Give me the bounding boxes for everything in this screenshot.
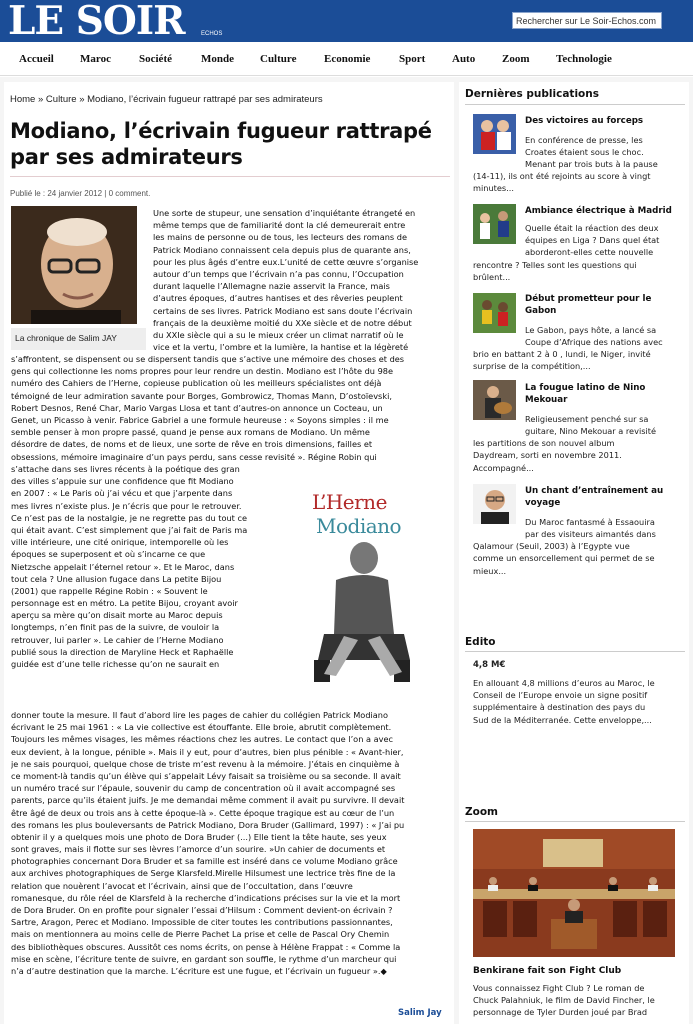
publication-excerpt: guitare, Nino Mekouar a revisité les partitions de son nouvel album Daydream, sorti en novembre 2011. Accompagné... <box>473 426 657 473</box>
edito-excerpt: En allouant 4,8 millions d’euros au Maroc, le Conseil de l’Europe envoie un signe positif supplémentaire à destination des pays du Sud de la Méditerranée. Cette enveloppe,... <box>473 678 655 725</box>
nav-item-societe[interactable]: Société <box>139 53 172 65</box>
book-cover-herne: L’Herne <box>312 490 387 514</box>
article-signature: Salim Jay <box>398 1008 442 1018</box>
author-portrait <box>11 206 137 324</box>
article-paragraph: donner toute la mesure. Il faut d’abord lire les pages de cahier du collégien Patrick Modiano écrivant le 25 mai 1961 : « La vie collective est étouffante. Elle broie, abrutit complètement. Toujours les mêmes visages, les mêmes réactions chez les autres. Le contact que l’on a avec eux devient, à la longue, pénible ». Mais il y eut, pour d’autres, bien plus pénible : « Avant-hier, je ne sais pourquoi, quelque chose de triste m’est revenu à la mémoire. J’étais en cinquième à ce moment-là tandis qu’un élève qui s’appelait Lévy faisait sa troisième ou sa seconde. Il avait un numéro tracé sur l’épaule, souvenir du camp de concentration où il avait accompagné ses parents, parce qu’ils étaient juifs. Je me demandai même comment il avait pu survivre. Il devait être âgé de deux ou trois ans à cette époque-là ». Cette époque tragique est au cœur de l’un des romans les plus bouleversants de Patrick Modiano, Dora Bruder (Gallimard, 1997) : « J’ai pu obtenir il y a quelques mois une photo de Dora Bruder (...) Elle tient la tête haute, ses yeux sont graves, mais il flotte sur ses lèvres l’amorce d’un sourire. »Un cahier de documents et photographies concernant Dora Bruder et sa famille est inséré dans ce volume Modiano grâce aux archives photographiques de Serge Klarsfeld.Mirelle Hilsumest une lectrice très fine de la relation que nouèrent l’avocat et l’écrivain, ainsi que de l’occultation, dans l’œuvre romanesque, du rôle réel de Klarsfeld à la recherche d’indications précises sur la vie et la mort de Dora Bruder. On en profite pour signaler l’essai d’Hilsum : Comment devient-on écrivain ? Sartre, Aragon, Perec et Modiano. Impossible de citer toutes les contributions passionnantes, mais on mentionnera au moins celle de Pierre Pachet La prise et celle de Pascal Ory Chemin des bibliothèques obscures. Aussitôt ces noms écrits, on pense à Hélène Frappat : « Comme la mise en scène, l’écriture tente de suivre, en gardant son souffle, le rythme d’un marcheur qui n’a d’autre destination que la marche. L’écriture est une fugue, et l’écrivain un fugueur ».◆ <box>11 710 405 976</box>
portrait-caption: La chronique de Salim JAY <box>11 328 146 350</box>
article-paragraph: s’attache dans ses livres récents à la poétique des gran des villes s’appuie sur une confidence que fit Modiano en 2007 : « Le Paris où j’ai vécu et que j’arpente dans mes livres n’existe plus. Je n’écris que pour le retrouver. Ce n’est pas de la nostalgie, je ne regrette pas du tout ce qui était avant. C’est simplement que j’ai fait de Paris ma ville intérieure, une cité onirique, intemporelle où les époques se superposent et où s’incarne ce que Nietzsche appelait l’éternel retour ». Et le Maroc, dans tout cela ? Une allusion fugace dans La petite Bijou (2001) que rappelle Régine Robin : « Souvent le personnage est en métro. La petite Bijou, croyant avoir aperçu sa mère qu’on disait morte au Maroc depuis longtemps, n’en finit pas de la suivre, de vouloir la retrouver, lui parler ». Le cahier de l’Herne Modiano publié sous la direction de Maryline Heck et Raphaëlle guidée est d’une telle richesse qu’on ne saurait en <box>11 464 248 669</box>
edito-heading: Edito <box>465 636 496 648</box>
publication-thumbnail[interactable] <box>473 484 516 524</box>
zoom-image[interactable] <box>473 829 675 957</box>
nav-item-zoom[interactable]: Zoom <box>502 53 530 65</box>
breadcrumb-separator: » <box>37 94 44 105</box>
publication-thumbnail[interactable] <box>473 380 516 420</box>
publication-thumbnail[interactable] <box>473 293 516 333</box>
article-paragraph: s’affrontent, se dispensent ou se dispersent tandis que s’active une mémoire des choses et des gens qui collectionne les noms propres pour leur rendre un destin. Modiano est l’hôte du 98e numéro des Cahiers de l’Herne, copieuse publication où les meilleurs spécialistes ont déjà témoigné de leur admiration savante pour Borges, Gombrowicz, Thomas Mann, D’ostoïevski, Robert Desnos, René Char, Mario Vargas Llosa et tant d’autres-on annonce un Cocteau, un Genet, un Picasso à venir. Fabrice Gabriel a une formule heureuse : « Soyons simples : il me semble penser à mon propre passé, quand je pense aux romans de Modiano. Un même désordre de dates, de noms et de lieux, une sorte de rêve en trois dimensions, failles et obsessions, mémoire imaginaire d’un pays perdu, sans cesse revisité ». Régine Robin qui <box>11 354 405 462</box>
zoom-excerpt: Vous connaissez Fight Club ? Le roman de Chuck Palahniuk, le film de David Fincher, le personnage de Tyler Durden joué par Brad <box>473 983 655 1018</box>
book-cover-modiano: Modiano <box>316 514 402 538</box>
site-header <box>0 0 693 42</box>
breadcrumb-culture[interactable]: Culture <box>45 94 77 105</box>
publication-excerpt: par des visiteurs aimantés dans Qalamour (Seuil, 2003) à l’Egypte vue comme un ensorcellement qui permet de se mieux... <box>473 529 656 576</box>
nav-item-technologie[interactable]: Technologie <box>556 53 612 65</box>
nav-item-auto[interactable]: Auto <box>452 53 476 65</box>
breadcrumb-current: Modiano, l’écrivain fugueur rattrapé par ses admirateurs <box>87 94 323 105</box>
breadcrumb-home[interactable]: Home <box>10 94 36 105</box>
publication-excerpt: Quelle était la réaction des deux équipes en Liga ? Dans quel état aborderont-elles cette nouvelle <box>525 223 660 258</box>
publication-excerpt: (14-11), ils ont été rejoints au score à vingt minutes... <box>473 171 651 194</box>
publication-title[interactable]: La fougue latino de Nino Mekouar <box>525 383 646 405</box>
site-logo[interactable]: LE SOIR <box>8 0 185 44</box>
publication-excerpt: Religieusement penché sur sa <box>525 414 649 424</box>
publication-title[interactable]: Début prometteur pour le Gabon <box>525 294 652 316</box>
nav-item-sport[interactable]: Sport <box>399 53 426 65</box>
nav-item-maroc[interactable]: Maroc <box>80 53 111 65</box>
nav-item-economie[interactable]: Economie <box>324 53 371 65</box>
publication-title[interactable]: Un chant d’entraînement au voyage <box>525 486 664 508</box>
article-paragraph: Une sorte de stupeur, une sensation d’inquiétante étrangeté en même temps que de familiarité dont la clé demeurerait entre les mains de personne ou de tous, les lecteurs des romans de Patrick Modiano connaissent cela depuis plus de quarante ans, pour les plus âgés d’entre eux.L’unité de cette œuvre s’organise autour d’un temps que l’écrivain n’a pas connu, l’Occupation durant laquelle l’Allemagne nazie asservit la France, mais d’autres époques, d’autres hantises et des rêveries peuplent certains de ses livres. Patrick Modiano est sans doute l’écrivain français de la deuxième moitié du XXe siècle et de notre début du XXIe siècle qui a su le mieux créer un climat narratif où le vice et la vertu, l’ombre et la lumière, la hantise et la légèreté <box>153 208 419 353</box>
publication-excerpt: En conférence de presse, les Croates étaient sous le choc. Menant par trois buts à la pause <box>525 135 658 170</box>
nav-item-accueil[interactable]: Accueil <box>19 53 54 65</box>
publication-thumbnail[interactable] <box>473 114 516 154</box>
publication-title[interactable]: Des victoires au forceps <box>525 116 644 126</box>
publication-title[interactable]: Ambiance électrique à Madrid <box>525 206 672 216</box>
zoom-title[interactable]: Benkirane fait son Fight Club <box>473 966 622 976</box>
publications-heading: Dernières publications <box>465 88 599 100</box>
breadcrumb <box>10 94 323 105</box>
title-line: Modiano, l’écrivain fugueur rattrapé <box>10 119 432 143</box>
publication-excerpt: rencontre ? Telles sont les questions qui brûlent... <box>473 260 637 283</box>
publication-thumbnail[interactable] <box>473 204 516 244</box>
nav-item-monde[interactable]: Monde <box>201 53 234 65</box>
title-divider <box>10 176 450 177</box>
edito-title[interactable]: 4,8 M€ <box>473 660 506 670</box>
zoom-heading: Zoom <box>465 806 498 818</box>
main-nav <box>0 44 693 76</box>
site-logo-sub: ECHOS <box>201 31 223 37</box>
publication-excerpt: Le Gabon, pays hôte, a lancé sa <box>525 325 657 335</box>
publication-excerpt: Coupe d’Afrique des nations avec brio en battant 2 à 0 , lundi, le Niger, invité surprise de la compétition,... <box>473 337 663 372</box>
article-meta: Publié le : 24 janvier 2012 | 0 comment. <box>10 189 151 198</box>
book-cover-image <box>284 484 430 686</box>
page-title <box>10 118 440 170</box>
sidebar-divider <box>465 821 685 822</box>
sidebar-divider <box>465 104 685 105</box>
search-input[interactable]: Rechercher sur Le Soir-Echos.com <box>512 12 662 29</box>
nav-item-culture[interactable]: Culture <box>260 53 297 65</box>
sidebar-divider <box>465 651 685 652</box>
publication-excerpt: Du Maroc fantasmé à Essaouira <box>525 517 655 527</box>
title-line: par ses admirateurs <box>10 145 243 169</box>
breadcrumb-separator: » <box>79 94 85 105</box>
